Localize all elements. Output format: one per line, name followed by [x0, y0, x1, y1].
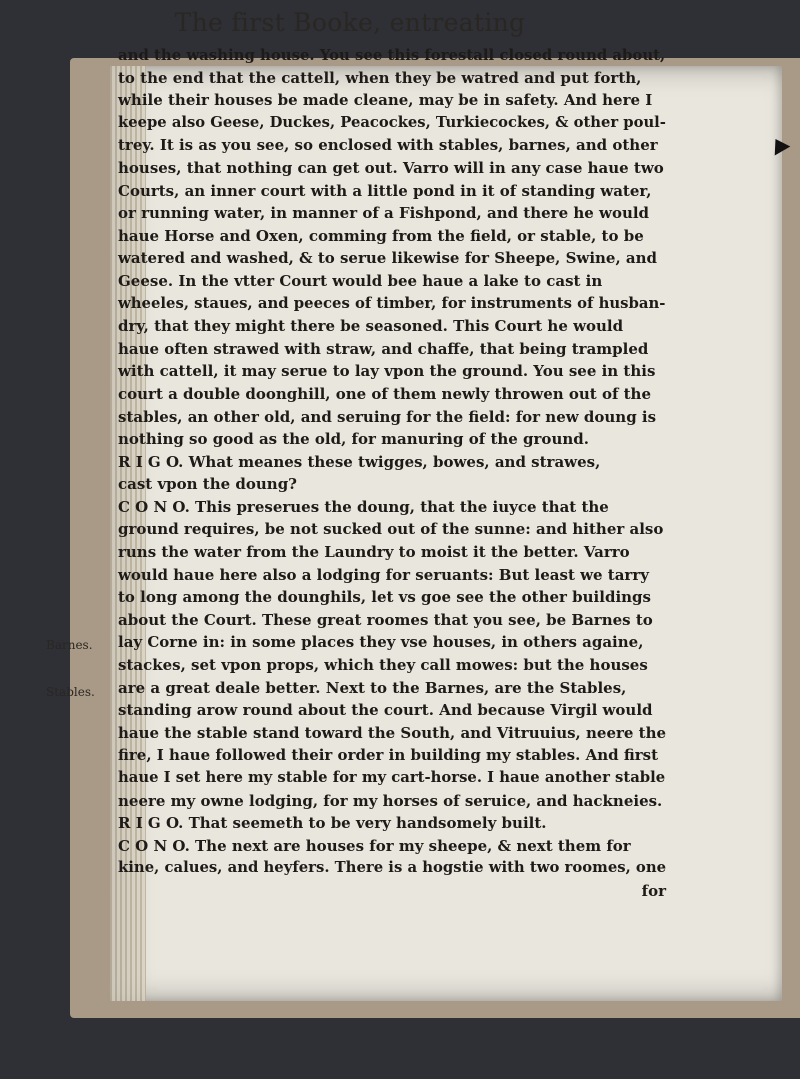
running-header: The first Booke, entreating: [174, 8, 526, 37]
margin-note-stables: Stables.: [46, 685, 95, 699]
text-line: to the end that the cattell, when they be watred and put forth,: [118, 68, 642, 87]
text-line: dry, that they might there be seasoned. This Court he would: [118, 317, 624, 336]
text-line: Geese. In the vtter Court would bee haue a lake to cast in: [118, 271, 603, 290]
text-line-speaker: R I G O. What meanes these twigges, bowes, and strawes,: [118, 452, 601, 471]
text-line: about the Court. These great roomes that you see, be Barnes to: [118, 610, 653, 629]
text-line: and the washing house. You see this forestall closed round about,: [118, 46, 666, 64]
text-line: while their houses be made cleane, may be in safety. And here I: [118, 91, 653, 110]
text-line: haue I set here my stable for my cart-horse. I haue another stable: [118, 769, 666, 786]
text-line: wheeles, staues, and peeces of timber, for instruments of husban-: [118, 294, 666, 312]
text-line: cast vpon the doung?: [118, 475, 297, 494]
text-line-speaker: R I G O. That seemeth to be very handsomely built.: [118, 814, 547, 833]
text-line: haue Horse and Oxen, comming from the field, or stable, to be: [118, 226, 644, 245]
text-line: or running water, in manner of a Fishpond, and there he would: [118, 204, 650, 223]
text-line: keepe also Geese, Duckes, Peacockes, Turkiecockes, & other poul-: [118, 113, 666, 131]
body-text: [118, 44, 666, 903]
text-line: Courts, an inner court with a little pond in it of standing water,: [118, 181, 652, 200]
catchword: for: [641, 881, 666, 900]
text-line: would haue here also a lodging for seruants: But least we tarry: [118, 565, 649, 584]
text-line: kine, calues, and heyfers. There is a hogstie with two roomes, one: [118, 859, 667, 877]
text-line: lay Corne in: in some places they vse houses, in others againe,: [118, 633, 644, 652]
text-line: ground requires, be not sucked out of the sunne: and hither also: [118, 520, 664, 539]
text-line: fire, I haue followed their order in building my stables. And first: [118, 746, 658, 765]
text-line: houses, that nothing can get out. Varro will in any case haue two: [118, 158, 664, 177]
text-line: neere my owne lodging, for my horses of seruice, and hackneies.: [118, 791, 663, 810]
text-line-speaker: C O N O. This preserues the doung, that the iuyce that the: [118, 497, 609, 516]
text-line: with cattell, it may serue to lay vpon the ground. You see in this: [118, 362, 656, 381]
text-line: haue the stable stand toward the South, and Vitruuius, neere the: [118, 723, 667, 742]
text-line: to long among the dounghils, let vs goe see the other buildings: [118, 588, 651, 607]
text-line: stackes, set vpon props, which they call mowes: but the houses: [118, 656, 648, 675]
text-line: are a great deale better. Next to the Barnes, are the Stables,: [118, 678, 627, 697]
text-line: haue often strawed with straw, and chaffe, that being trampled: [118, 339, 649, 358]
margin-note-barnes: Barnes.: [46, 638, 93, 652]
text-line: trey. It is as you see, so enclosed with stables, barnes, and other: [118, 136, 658, 155]
text-line: watered and washed, & to serue likewise for Sheepe, Swine, and: [118, 249, 658, 268]
text-line: stables, an other old, and seruing for the field: for new doung is: [118, 407, 657, 426]
text-line-speaker: C O N O. The next are houses for my sheepe, & next them for: [118, 836, 631, 855]
text-line: runs the water from the Laundry to moist it the better. Varro: [118, 543, 630, 562]
text-line: court a double doonghill, one of them newly throwen out of the: [118, 384, 651, 403]
text-line: standing arow round about the court. And because Virgil would: [118, 701, 653, 720]
text-line: nothing so good as the old, for manuring of the ground.: [118, 430, 589, 449]
